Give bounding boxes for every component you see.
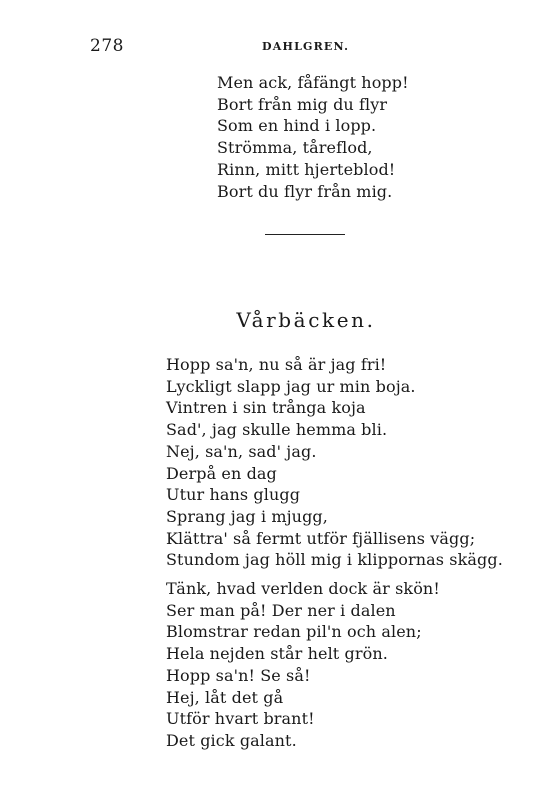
verse-line: Utför hvart brant! [166,709,315,729]
verse-line: Rinn, mitt hjerteblod! [217,159,396,179]
verse-line: Tänk, hvad verlden dock är skön! [166,579,440,598]
stanza-3 [166,578,440,752]
stanza-2 [166,354,503,571]
stanza-1 [217,72,409,202]
verse-line: Nej, sa'n, sad' jag. [166,441,317,461]
verse-line: Det gick galant. [166,730,297,750]
running-head: DAHLGREN. [262,40,350,53]
verse-line: Derpå en dag [166,463,277,483]
verse-line: Hej, låt det gå [166,687,284,707]
verse-line: Hopp sa'n, nu så är jag fri! [166,355,387,374]
verse-line: Men ack, fåfängt hopp! [217,73,409,92]
page-number: 278 [90,36,124,56]
verse-line: Hela nejden står helt grön. [166,644,388,664]
verse-line: Vintren i sin trånga koja [166,398,366,418]
verse-line: Sad', jag skulle hemma bli. [166,420,388,440]
verse-line: Bort från mig du flyr [217,94,388,114]
verse-line: Lyckligt slapp jag ur min boja. [166,376,416,396]
section-divider [265,234,345,235]
verse-line: Blomstrar redan pil'n och alen; [166,622,422,642]
poem-title: Vårbäcken. [236,308,376,332]
verse-line: Sprang jag i mjugg, [166,506,328,526]
verse-line: Hopp sa'n! Se så! [166,665,311,685]
verse-line: Klättra' så fermt utför fjällisens vägg; [166,528,476,548]
verse-line: Ser man på! Der ner i dalen [166,600,396,620]
verse-line: Som en hind i lopp. [217,116,377,136]
verse-line: Stundom jag höll mig i klippornas skägg. [166,550,503,570]
verse-line: Strömma, tåreflod, [217,138,373,158]
verse-line: Utur hans glugg [166,485,301,505]
verse-line: Bort du flyr från mig. [217,181,393,201]
